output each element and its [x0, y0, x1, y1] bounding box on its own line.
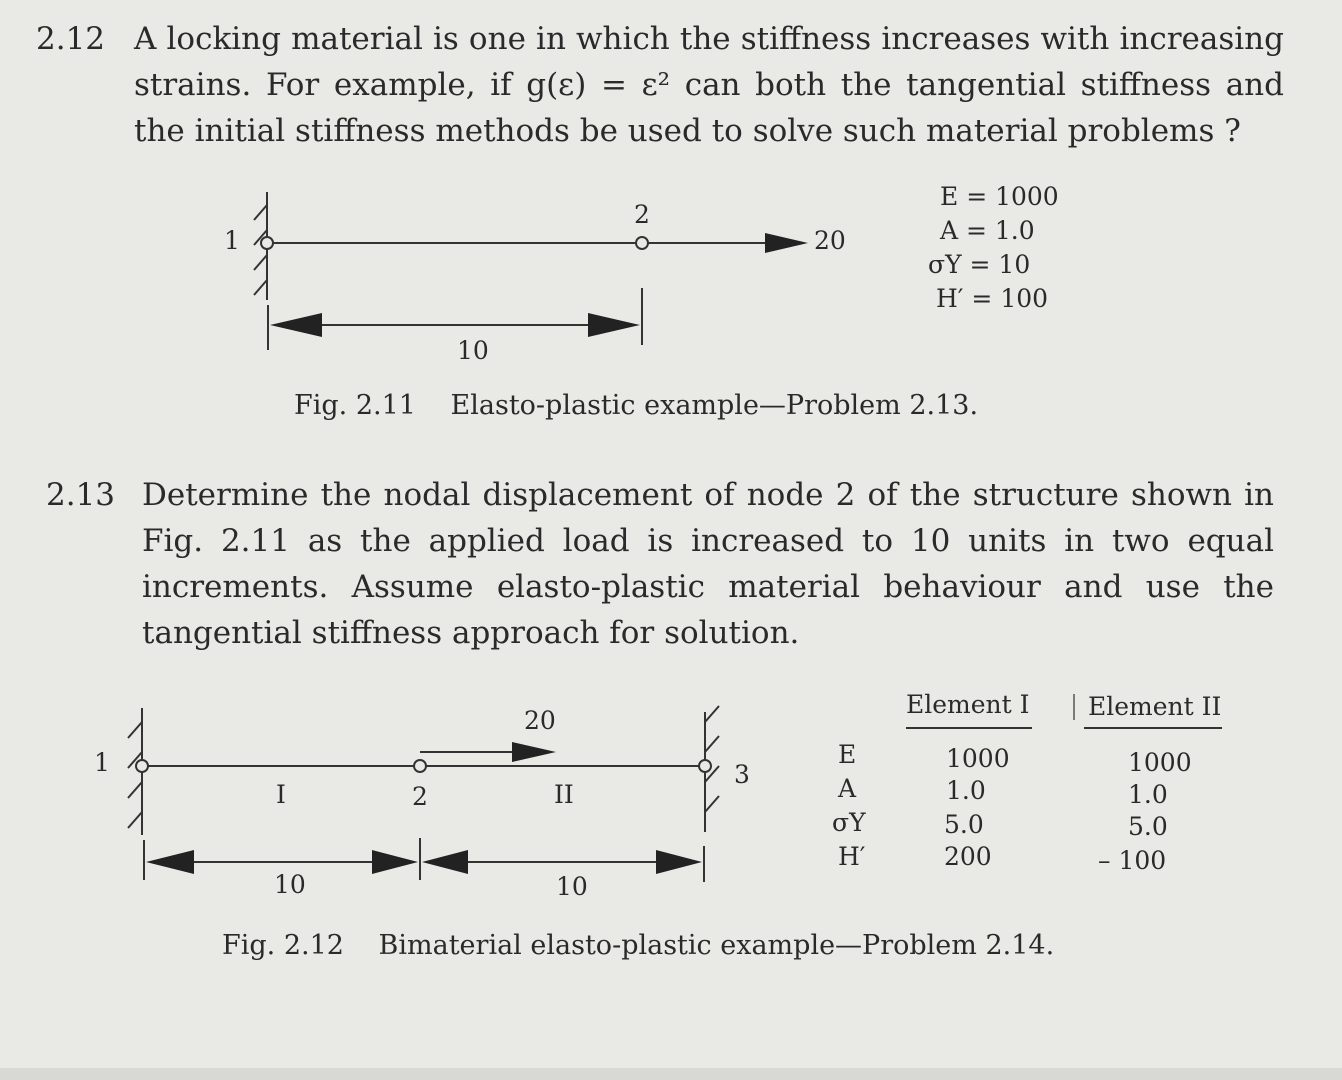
- table-cell: 5.0: [1128, 812, 1168, 841]
- load-label: 20: [524, 706, 556, 735]
- dimension-label: 10: [457, 336, 489, 365]
- caption-number: Fig. 2.11: [294, 390, 416, 421]
- page-bottom-edge: [0, 1068, 1342, 1080]
- load-label: 20: [814, 226, 846, 255]
- prop-e: E = 1000: [940, 182, 1059, 211]
- table-cell: 5.0: [944, 810, 984, 839]
- table-row-name: A: [838, 774, 857, 803]
- node-1-label: 1: [94, 748, 110, 777]
- caption-number: Fig. 2.12: [222, 930, 344, 961]
- problem-line: increments. Assume elasto-plastic material behaviour and use the: [142, 569, 1274, 605]
- problem-number: 2.13: [46, 477, 116, 513]
- figure-2-12-caption: [222, 930, 1054, 961]
- table-row-name: H′: [838, 842, 866, 871]
- node-2-label: 2: [634, 200, 650, 229]
- table-cell: 1000: [946, 744, 1010, 773]
- caption-text: Bimaterial elasto-plastic example—Problem 2.14.: [378, 930, 1055, 961]
- table-cell: – 100: [1098, 846, 1167, 875]
- dimension-2-label: 10: [556, 872, 588, 901]
- element-i-label: I: [276, 780, 286, 809]
- problem-line: Fig. 2.11 as the applied load is increased to 10 units in two equal: [142, 523, 1274, 559]
- problem-line: strains. For example, if g(ε) = ε² can both the tangential stiffness and: [134, 67, 1284, 103]
- table-cell: 200: [944, 842, 992, 871]
- caption-text: Elasto-plastic example—Problem 2.13.: [450, 390, 979, 421]
- dimension-1-label: 10: [274, 870, 306, 899]
- node-1-label: 1: [224, 226, 240, 255]
- prop-sigma-y: σY = 10: [928, 250, 1031, 279]
- table-cell: 1.0: [946, 776, 986, 805]
- problem-number: 2.12: [36, 21, 106, 57]
- table-cell: 1000: [1128, 748, 1192, 777]
- table-row-name: σY: [832, 808, 866, 837]
- table-header-element-i: Element I: [906, 690, 1030, 719]
- prop-a: A = 1.0: [940, 216, 1035, 245]
- element-ii-label: II: [554, 780, 574, 809]
- node-2-label: 2: [412, 782, 428, 811]
- problem-line: A locking material is one in which the stiffness increases with increasing: [134, 21, 1284, 57]
- prop-h-prime: H′ = 100: [936, 284, 1049, 313]
- problem-line: Determine the nodal displacement of node 2 of the structure shown in: [142, 477, 1274, 513]
- node-3-label: 3: [734, 760, 750, 789]
- problem-line: the initial stiffness methods be used to solve such material problems ?: [134, 113, 1241, 149]
- problem-line: tangential stiffness approach for solution.: [142, 615, 800, 651]
- table-row-name: E: [838, 740, 857, 769]
- table-cell: 1.0: [1128, 780, 1168, 809]
- table-header-element-ii: Element II: [1088, 692, 1222, 721]
